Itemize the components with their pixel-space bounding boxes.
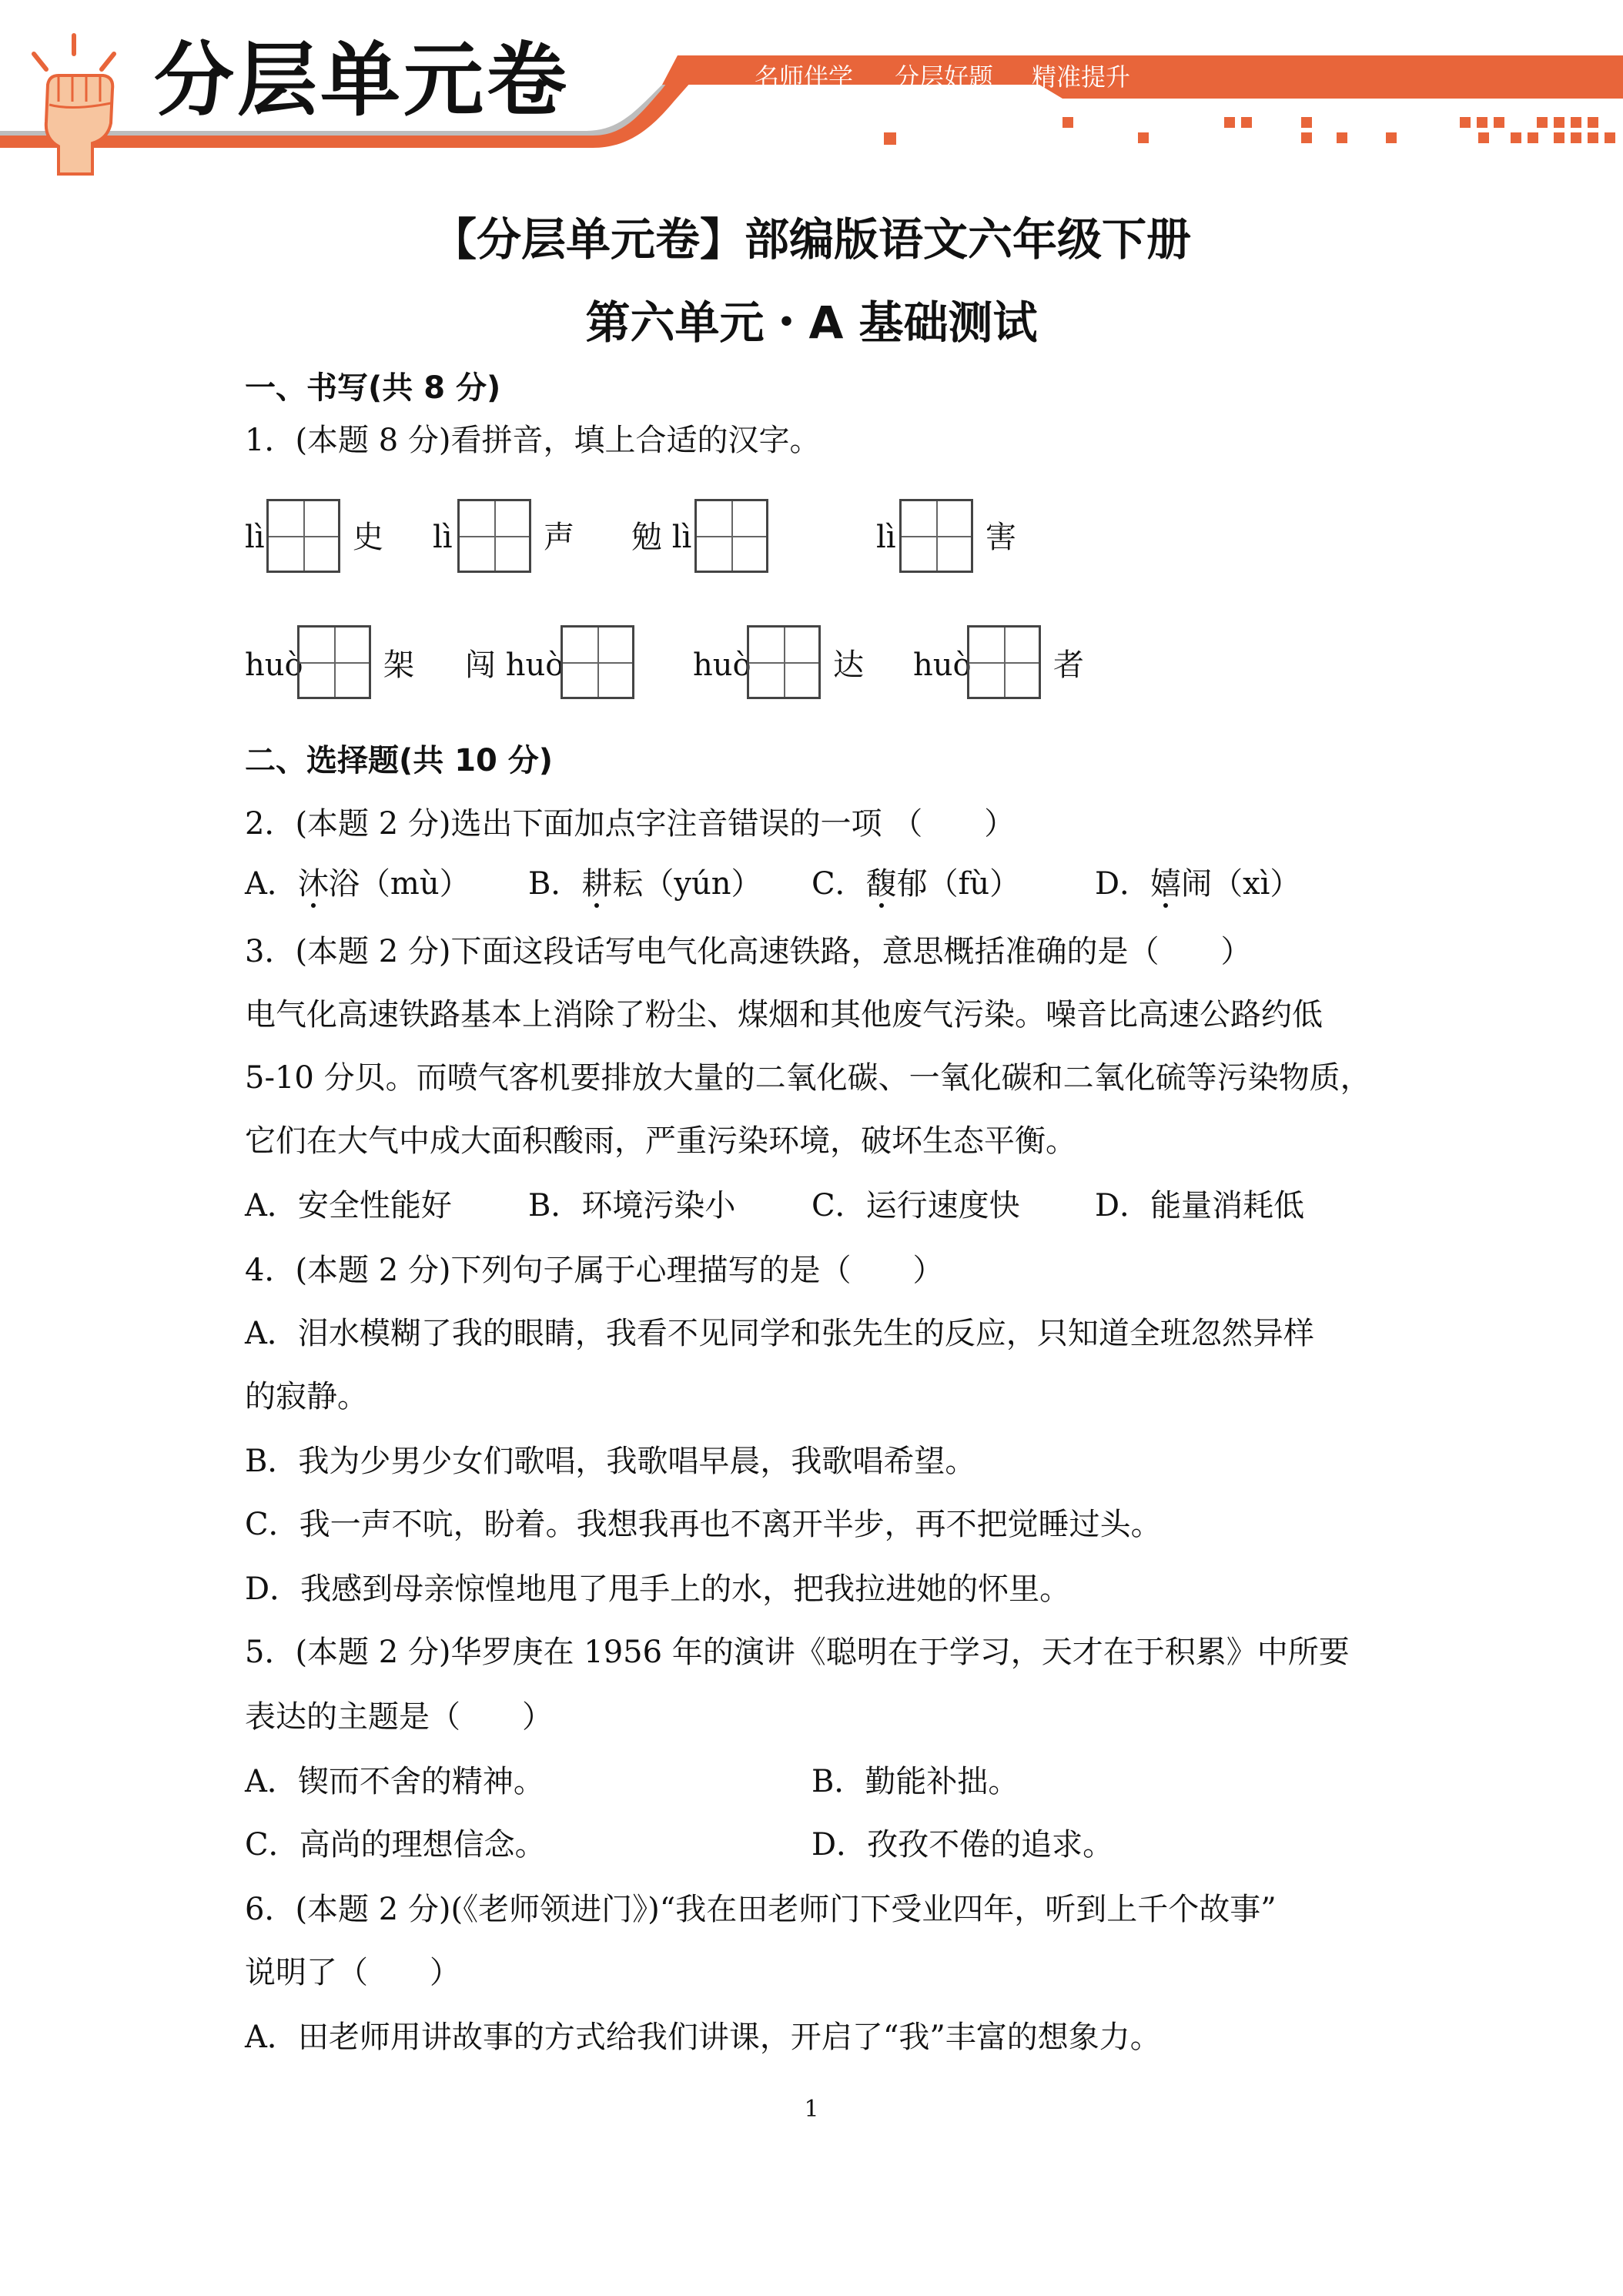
option-a[interactable]: A．田老师用讲故事的方式给我们讲课，开启了“我”丰富的想象力。 — [245, 2020, 1161, 2055]
option-b[interactable]: B．耕耘（yún） — [528, 866, 762, 902]
pinyin-label: 勉 lì — [631, 520, 692, 555]
pinyin-label: lì — [245, 520, 265, 555]
option-c[interactable]: C．高尚的理想信念。 — [245, 1827, 546, 1863]
question-1-stem: 1．(本题 8 分)看拼音，填上合适的汉字。 — [245, 423, 821, 458]
option-a[interactable]: A．安全性能好 — [245, 1188, 452, 1223]
question-3-stem: 3．(本题 2 分)下面这段话写电气化高速铁路，意思概括准确的是（ ） — [245, 934, 1252, 969]
question-5-stem: 5．(本题 2 分)华罗庚在 1956 年的演讲《聪明在于学习，天才在于积累》中所要 — [245, 1635, 1350, 1670]
page-number: 1 — [804, 2096, 819, 2123]
passage-line: 电气化高速铁路基本上消除了粉尘、煤烟和其他废气污染。噪音比高速公路约低 — [245, 997, 1323, 1033]
question-2-stem: 2．(本题 2 分)选出下面加点字注音错误的一项 （ ） — [245, 806, 1016, 842]
question-5-stem-continued: 表达的主题是（ ） — [245, 1699, 553, 1735]
option-c[interactable]: C．我一声不吭，盼着。我想我再也不离开半步，再不把觉睡过头。 — [245, 1507, 1162, 1542]
option-a[interactable]: A．沐浴（mù） — [245, 866, 470, 902]
option-b[interactable]: B．勤能补拙。 — [812, 1764, 1019, 1799]
passage-line: 它们在大气中成大面积酸雨，严重污染环境，破坏生态平衡。 — [245, 1123, 1076, 1159]
question-6-stem-continued: 说明了（ ） — [245, 1955, 460, 1990]
option-c[interactable]: C．运行速度快 — [812, 1188, 1020, 1223]
section-heading-1: 一、书写(共 8 分) — [245, 370, 501, 406]
writing-grid-box[interactable] — [747, 625, 821, 699]
pinyin-label: lì — [433, 520, 453, 555]
option-d[interactable]: D．孜孜不倦的追求。 — [812, 1827, 1114, 1863]
fist-icon — [18, 31, 134, 177]
brand-title: 分层单元卷 — [154, 33, 571, 127]
writing-grid-box[interactable] — [899, 499, 973, 573]
option-c[interactable]: C．馥郁（fù） — [812, 866, 1021, 902]
writing-grid-box[interactable] — [694, 499, 768, 573]
option-a[interactable]: A．泪水模糊了我的眼睛，我看不见同学和张先生的反应，只知道全班忽然异样 — [245, 1316, 1314, 1351]
header-banner — [0, 0, 1623, 177]
question-6-stem: 6．(本题 2 分)(《老师领进门》)“我在田老师门下受业四年，听到上千个故事” — [245, 1892, 1277, 1927]
writing-grid-box[interactable] — [457, 499, 531, 573]
question-4-stem: 4．(本题 2 分)下列句子属于心理描写的是（ ） — [245, 1253, 944, 1288]
option-a[interactable]: A．锲而不舍的精神。 — [245, 1764, 544, 1799]
option-d[interactable]: D．我感到母亲惊惶地甩了甩手上的水，把我拉进她的怀里。 — [245, 1571, 1071, 1607]
given-character: 史 — [353, 520, 383, 555]
pinyin-label: 闯 huò — [465, 648, 564, 683]
writing-grid-box[interactable] — [561, 625, 634, 699]
document-title: 【分层单元卷】部编版语文六年级下册 — [431, 213, 1191, 266]
given-character: 者 — [1053, 648, 1084, 683]
slogan-2: 分层好题 — [895, 62, 994, 92]
given-character: 架 — [383, 648, 414, 683]
writing-grid-box[interactable] — [297, 625, 371, 699]
option-b[interactable]: B．我为少男少女们歌唱，我歌唱早晨，我歌唱希望。 — [245, 1444, 976, 1479]
section-heading-2: 二、选择题(共 10 分) — [245, 743, 554, 778]
option-b[interactable]: B．环境污染小 — [528, 1188, 736, 1223]
writing-grid-box[interactable] — [266, 499, 340, 573]
writing-grid-box[interactable] — [967, 625, 1041, 699]
pinyin-label: huò — [693, 648, 751, 683]
slogan-3: 精准提升 — [1032, 62, 1131, 92]
given-character: 害 — [986, 520, 1016, 555]
option-d[interactable]: D．嬉闹（xì） — [1095, 866, 1301, 902]
slogan-1: 名师伴学 — [755, 62, 854, 92]
given-character: 达 — [833, 648, 864, 683]
pinyin-label: lì — [876, 520, 896, 555]
pinyin-label: huò — [245, 648, 303, 683]
document-subtitle: 第六单元・A 基础测试 — [585, 296, 1038, 349]
passage-line: 5-10 分贝。而喷气客机要排放大量的二氧化碳、一氧化碳和二氧化硫等污染物质， — [245, 1060, 1371, 1096]
pinyin-label: huò — [913, 648, 972, 683]
given-character: 声 — [544, 520, 574, 555]
option-a-continued: 的寂静。 — [245, 1379, 368, 1414]
option-d[interactable]: D．能量消耗低 — [1095, 1188, 1305, 1223]
